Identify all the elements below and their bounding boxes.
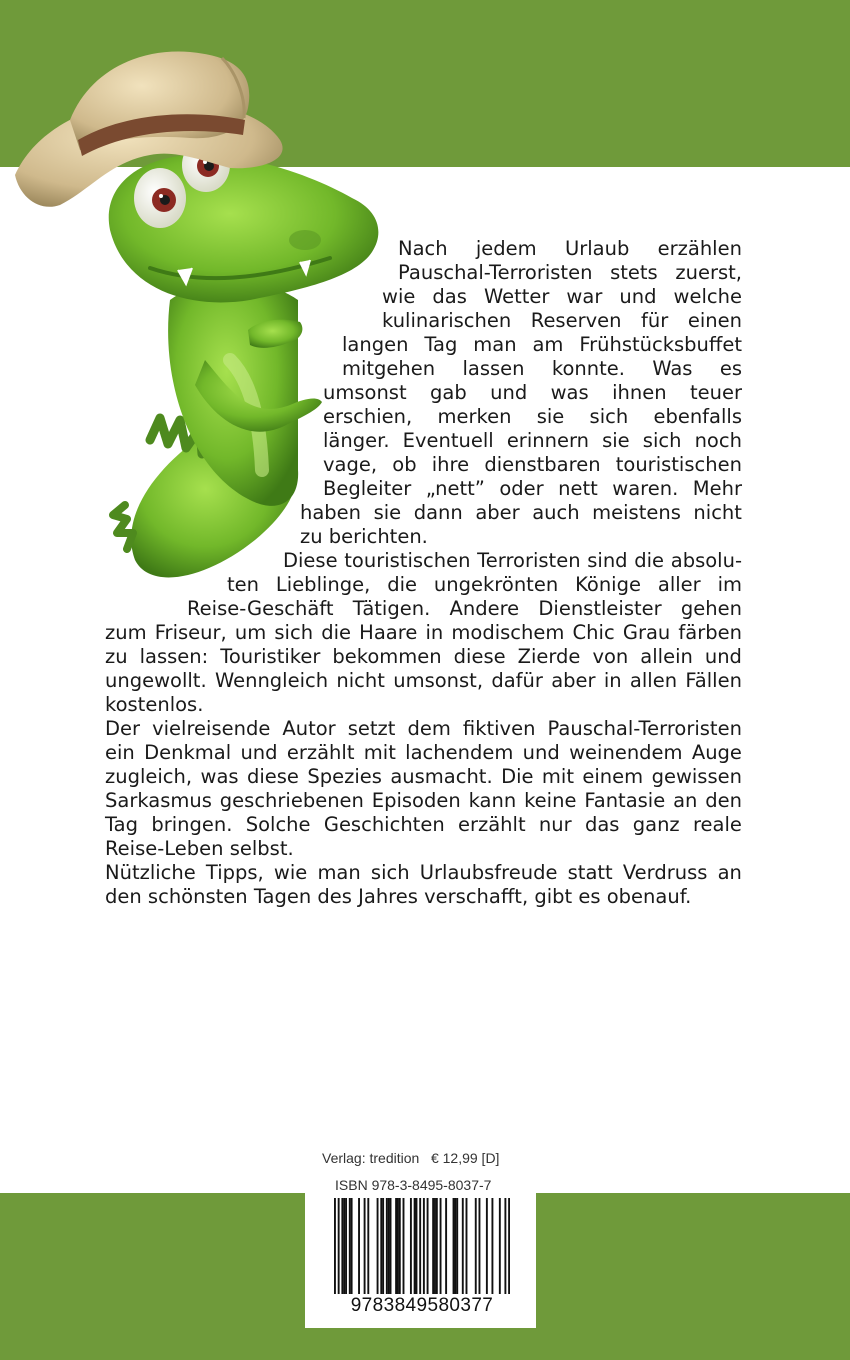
barcode-bar (491, 1198, 493, 1294)
blurb-word: Touristiker (220, 645, 321, 668)
barcode-bar (479, 1198, 481, 1294)
blurb-word: was (550, 381, 589, 404)
blurb-word: „nett” (425, 477, 485, 500)
blurb-word: Lieblinge, (275, 573, 371, 596)
blurb-word: Dienstleister (538, 597, 662, 620)
blurb-word: noch (694, 429, 742, 452)
blurb-line (283, 549, 742, 573)
blurb-word: keine (524, 789, 577, 812)
blurb-word: Episoden (371, 789, 461, 812)
blurb-word: touristischen (344, 549, 471, 572)
isbn-label: ISBN 978-3-8495-8037-7 (335, 1177, 492, 1193)
blurb-word: an (717, 861, 742, 884)
blurb-line (105, 861, 742, 885)
barcode-bar (364, 1198, 366, 1294)
blurb-word: lassen: (139, 645, 209, 668)
blurb-line (323, 477, 742, 501)
blurb-word: diese (246, 765, 299, 788)
blurb-word: Wetter (483, 285, 550, 308)
barcode-bar (349, 1198, 351, 1294)
blurb-word: und (704, 645, 742, 668)
blurb-word: Mehr (692, 477, 742, 500)
blurb-word: Was (652, 357, 693, 380)
blurb-word: bekommen (332, 645, 442, 668)
barcode-bar (395, 1198, 397, 1294)
barcode-bar (414, 1198, 416, 1294)
barcode-bar (419, 1198, 421, 1294)
barcode-bar (399, 1198, 401, 1294)
blurb-word: sie (373, 501, 402, 524)
barcode-bar (427, 1198, 429, 1294)
blurb-word: teuer (689, 381, 742, 404)
blurb-word: erinnern (506, 429, 589, 452)
blurb-word: ebenfalls (653, 405, 742, 428)
barcode-bar (508, 1198, 510, 1294)
blurb-word: oder (499, 477, 544, 500)
blurb-word: sind (587, 549, 628, 572)
blurb-word: zu (105, 645, 128, 668)
blurb-word: färben (678, 621, 742, 644)
blurb-word: dienstbaren (484, 453, 601, 476)
barcode-bar (432, 1198, 434, 1294)
blurb-word: Urlaub (564, 237, 630, 260)
blurb-word: Urlaubsfreude (419, 861, 558, 884)
blurb-word: länger. (323, 429, 390, 452)
barcode-bar (486, 1198, 488, 1294)
blurb-word: haben (300, 501, 362, 524)
barcode-bar (445, 1198, 447, 1294)
blurb-word: modischem (451, 621, 565, 644)
blurb-word: dann (413, 501, 463, 524)
blurb-word: erschien, (323, 405, 413, 428)
blurb-line: den schönsten Tagen des Jahres verschafft, gibt es obenauf. (105, 885, 692, 908)
blurb-word: sich (274, 621, 314, 644)
blurb-line (398, 261, 742, 285)
blurb-word: erzählen (657, 237, 742, 260)
barcode-bar (343, 1198, 345, 1294)
blurb-line (323, 453, 742, 477)
blurb-word: kann (468, 789, 517, 812)
barcode-bar (462, 1198, 464, 1294)
blurb-word: fiktiven (462, 717, 536, 740)
blurb-word: sich (642, 429, 682, 452)
blurb-line (323, 429, 742, 453)
blurb-word: Auge (691, 741, 742, 764)
blurb-word: wie (273, 861, 308, 884)
blurb-word: und (522, 741, 560, 764)
blurb-word: Könige (575, 573, 641, 596)
barcode-bar (390, 1198, 392, 1294)
barcode-bar (338, 1198, 340, 1294)
blurb-word: Der (105, 717, 141, 740)
blurb-word: sich (589, 405, 629, 428)
barcode-bar (351, 1198, 353, 1294)
blurb-word: Terroristen (477, 549, 581, 572)
blurb-word: Geschichten (323, 813, 445, 836)
blurb-word: mitgehen (342, 357, 436, 380)
blurb-word: allen (629, 669, 678, 692)
blurb-word: Wenngleich (214, 669, 329, 692)
barcode-bar (416, 1198, 418, 1294)
blurb-word: die (387, 573, 418, 596)
blurb-word: jedem (475, 237, 537, 260)
blurb-word: erzählt (457, 813, 526, 836)
blurb-word: merken (437, 405, 512, 428)
barcode-bar (388, 1198, 390, 1294)
blurb-word: Chic (572, 621, 615, 644)
blurb-line (105, 813, 742, 837)
blurb-line (105, 621, 742, 645)
blurb-word: diese (453, 645, 506, 668)
blurb-word: Nach (398, 237, 448, 260)
blurb-word: Reserven (530, 309, 622, 332)
blurb-line: kostenlos. (105, 693, 204, 716)
blurb-word: Begleiter (323, 477, 412, 500)
blurb-word: ihre (431, 453, 470, 476)
blurb-word: Eventuell (402, 429, 494, 452)
barcode-bar (397, 1198, 399, 1294)
blurb-word: Autor (282, 717, 336, 740)
blurb-word: Reise-Geschäft (187, 597, 334, 620)
barcode-bar (341, 1198, 343, 1294)
blurb-word: waren. (612, 477, 679, 500)
blurb-word: Tag (424, 333, 458, 356)
barcode-number: 9783849580377 (350, 1295, 494, 1316)
barcode-bar (475, 1198, 477, 1294)
blurb-word: an (673, 789, 698, 812)
blurb-line (105, 789, 742, 813)
blurb-line (342, 357, 742, 381)
blurb-word: setzt (347, 717, 396, 740)
blurb-word: Solche (245, 813, 311, 836)
blurb-line: Reise-Leben selbst. (105, 837, 294, 860)
blurb-word: den (705, 789, 742, 812)
blurb-word: was (200, 765, 239, 788)
blurb-word: dafür (491, 669, 543, 692)
blurb-word: umsonst, (393, 669, 484, 692)
blurb-word: erzählt (286, 741, 355, 764)
blurb-word: gab (430, 381, 467, 404)
blurb-word: ob (392, 453, 417, 476)
barcode-bar (380, 1198, 382, 1294)
blurb-word: ihnen (612, 381, 667, 404)
blurb-word: von (592, 645, 629, 668)
barcode-bar (423, 1198, 425, 1294)
blurb-word: ein (105, 741, 135, 764)
blurb-word: bringen. (151, 813, 233, 836)
blurb-word: Denkmal (144, 741, 232, 764)
blurb-word: Nützliche (105, 861, 196, 884)
blurb-line (323, 381, 742, 405)
blurb-word: Tipps, (205, 861, 264, 884)
blurb-word: Verdruss (622, 861, 708, 884)
blurb-word: statt (567, 861, 613, 884)
blurb-word: gehen (680, 597, 742, 620)
blurb-word: aber (551, 669, 596, 692)
barcode-bar (440, 1198, 442, 1294)
blurb-word: Fantasie (584, 789, 666, 812)
blurb-word: touristischen (615, 453, 742, 476)
blurb-word: war (566, 285, 603, 308)
barcode-bar (504, 1198, 506, 1294)
blurb-word: gewissen (651, 765, 742, 788)
blurb-word: und (490, 381, 528, 404)
barcode-bar (436, 1198, 438, 1294)
blurb-line (323, 405, 742, 429)
blurb-word: ungewollt. (105, 669, 207, 692)
blurb-word: dem (407, 717, 451, 740)
blurb-word: mit (363, 741, 396, 764)
blurb-word: Frühstücksbuffet (579, 333, 742, 356)
blurb-word: vage, (323, 453, 378, 476)
blurb-word: Diese (283, 549, 338, 572)
blurb-word: und (240, 741, 278, 764)
blurb-word: ganz (632, 813, 680, 836)
blurb-word: ten (227, 573, 260, 596)
blurb-word: aller (657, 573, 701, 596)
barcode-bar (403, 1198, 405, 1294)
blurb-word: Pauschal-Terroristen (398, 261, 593, 284)
blurb-word: sich (370, 861, 410, 884)
blurb-line (105, 669, 742, 693)
blurb-word: zum (105, 621, 147, 644)
blurb-word: lassen (462, 357, 525, 380)
blurb-word: zugleich, (105, 765, 193, 788)
blurb-line (105, 645, 742, 669)
blurb-word: welche (673, 285, 742, 308)
blurb-word: einen (687, 309, 742, 332)
blurb-word: Friseur, (154, 621, 227, 644)
blurb-line (342, 333, 742, 357)
barcode-bar (456, 1198, 458, 1294)
blurb-word: weinendem (569, 741, 683, 764)
blurb-word: Tag (105, 813, 139, 836)
blurb-word: sie (602, 429, 630, 452)
blurb-word: sie (536, 405, 565, 428)
blurb-word: zuerst, (675, 261, 742, 284)
blurb-word: geschriebenen (219, 789, 364, 812)
blurb-word: nicht (336, 669, 385, 692)
blurb-word: nur (538, 813, 572, 836)
blurb-line (227, 573, 742, 597)
blurb-word: allein (640, 645, 693, 668)
blurb-word: wie (382, 285, 416, 308)
blurb-word: im (717, 573, 742, 596)
blurb-line (382, 309, 742, 333)
blurb-word: Zierde (517, 645, 581, 668)
price-line: Verlag: tredition € 12,99 [D] (322, 1150, 500, 1166)
blurb-word: lachendem (405, 741, 514, 764)
blurb-line: zu berichten. (300, 525, 428, 548)
blurb-word: Die (501, 765, 534, 788)
blurb-word: um (234, 621, 267, 644)
blurb-line (300, 501, 742, 525)
blurb-word: Sarkasmus (105, 789, 212, 812)
blurb-word: ungekrönten (433, 573, 559, 596)
blurb-word: man (317, 861, 361, 884)
blurb-word: in (425, 621, 444, 644)
barcode-bar (499, 1198, 501, 1294)
barcode-bar (367, 1198, 369, 1294)
blurb-word: reale (692, 813, 742, 836)
barcode-bar (345, 1198, 347, 1294)
barcode-bar (386, 1198, 388, 1294)
blurb-word: am (532, 333, 564, 356)
blurb-word: kulinarischen (382, 309, 512, 332)
blurb-word: für (641, 309, 669, 332)
barcode-bar (377, 1198, 379, 1294)
barcode (334, 1198, 510, 1294)
blurb-word: und (619, 285, 657, 308)
blurb-word: Pauschal-Terroristen (547, 717, 742, 740)
blurb-word: in (603, 669, 622, 692)
barcode-bar (434, 1198, 436, 1294)
blurb-line (382, 285, 742, 309)
blurb-word: einem (582, 765, 644, 788)
barcode-bar (334, 1198, 336, 1294)
barcode-bar (466, 1198, 468, 1294)
blurb-word: das (584, 813, 620, 836)
blurb-word: das (432, 285, 467, 308)
blurb-word: stets (610, 261, 658, 284)
blurb-word: vielreisende (152, 717, 271, 740)
barcode-bar (453, 1198, 455, 1294)
blurb-line (398, 237, 742, 261)
blurb-word: umsonst (323, 381, 407, 404)
blurb-word: Haare (359, 621, 418, 644)
blurb-word: aber (475, 501, 520, 524)
blurb-word: Fällen (685, 669, 742, 692)
barcode-bar (410, 1198, 412, 1294)
blurb-word: nett (558, 477, 598, 500)
blurb-word: meistens (592, 501, 681, 524)
barcode-bar (382, 1198, 384, 1294)
blurb-word: nicht (693, 501, 742, 524)
blurb-word: konnte. (551, 357, 625, 380)
blurb-line (187, 597, 742, 621)
blurb-word: Tätigen. (352, 597, 431, 620)
blurb-word: die (321, 621, 352, 644)
blurb-word: man (473, 333, 517, 356)
barcode-bar (454, 1198, 456, 1294)
blurb-word: es (719, 357, 742, 380)
blurb-word: ausmacht. (390, 765, 493, 788)
blurb-word: die (634, 549, 665, 572)
barcode-bar (358, 1198, 360, 1294)
blurb-word: Andere (449, 597, 520, 620)
blurb-word: Spezies (307, 765, 382, 788)
blurb-word: langen (342, 333, 409, 356)
blurb-line (105, 717, 742, 741)
blurb-word: auch (532, 501, 580, 524)
blurb-line (105, 765, 742, 789)
blurb-line (105, 741, 742, 765)
blurb-word: mit (541, 765, 574, 788)
blurb-word: absolu- (670, 549, 742, 572)
blurb-word: Grau (622, 621, 671, 644)
